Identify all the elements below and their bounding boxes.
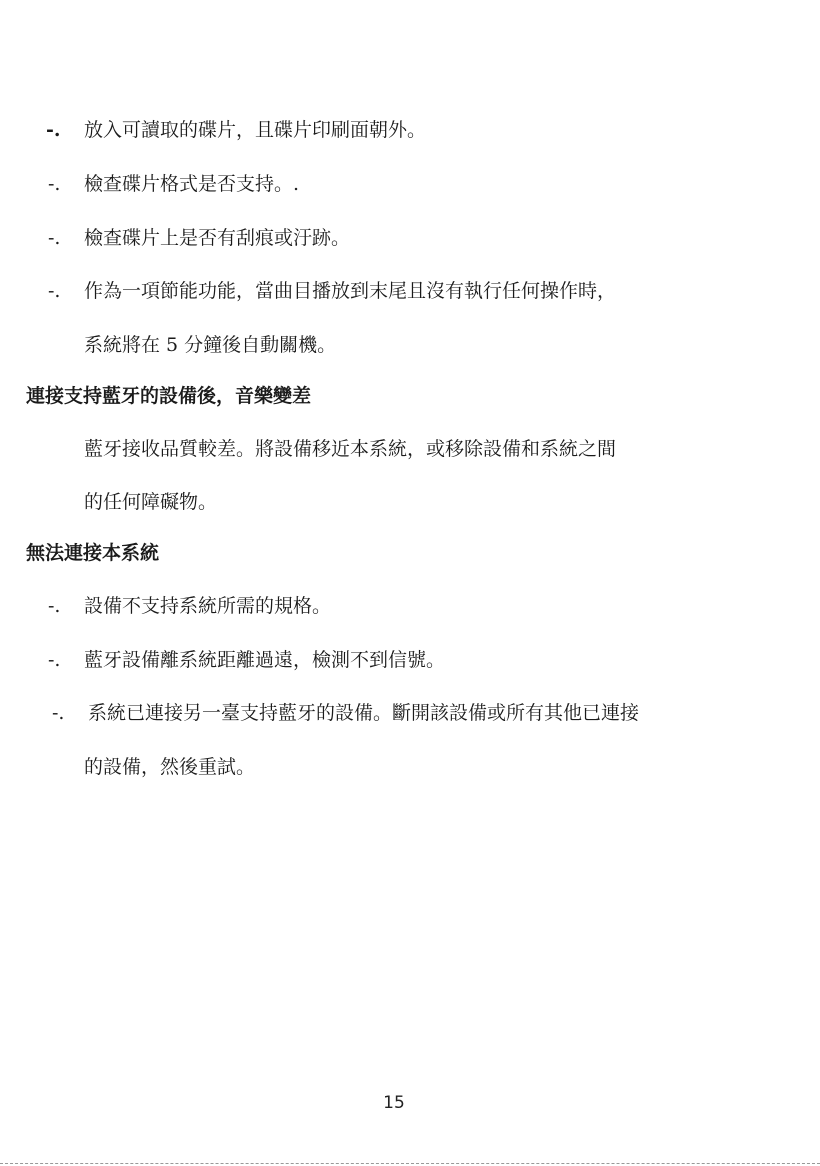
bullet-text: 檢查碟片格式是否支持。. <box>84 173 300 195</box>
bullet-marker: -. <box>48 649 61 671</box>
page-number: 15 <box>383 1093 405 1113</box>
bullet-marker: -. <box>48 280 61 302</box>
paragraph-line: 的任何障礙物。 <box>84 491 218 513</box>
bullet-marker: -. <box>52 702 65 724</box>
paragraph-line: 藍牙接收品質較差。將設備移近本系統，或移除設備和系統之間 <box>84 438 617 460</box>
bullet-marker: -. <box>48 227 61 249</box>
bullet-marker: -. <box>48 595 61 617</box>
bullet-marker: -. <box>46 119 61 141</box>
bullet-text: 放入可讀取的碟片，且碟片印刷面朝外。 <box>84 119 427 141</box>
bullet-marker: -. <box>48 173 61 195</box>
bullet-continuation: 的設備，然後重試。 <box>84 756 256 778</box>
section-heading: 無法連接本系統 <box>26 542 160 564</box>
page-bottom-divider <box>0 1163 820 1164</box>
bullet-text: 系統已連接另一臺支持藍牙的設備。斷開該設備或所有其他已連接 <box>88 702 640 724</box>
bullet-text: 檢查碟片上是否有刮痕或汙跡。 <box>84 227 351 249</box>
bullet-text: 設備不支持系統所需的規格。 <box>84 595 332 617</box>
bullet-text: 作為一項節能功能，當曲目播放到末尾且沒有執行任何操作時， <box>84 280 617 302</box>
bullet-continuation: 系統將在 5 分鐘後自動關機。 <box>84 334 337 356</box>
section-heading: 連接支持藍牙的設備後，音樂變差 <box>26 385 312 407</box>
bullet-text: 藍牙設備離系統距離過遠，檢測不到信號。 <box>84 649 446 671</box>
